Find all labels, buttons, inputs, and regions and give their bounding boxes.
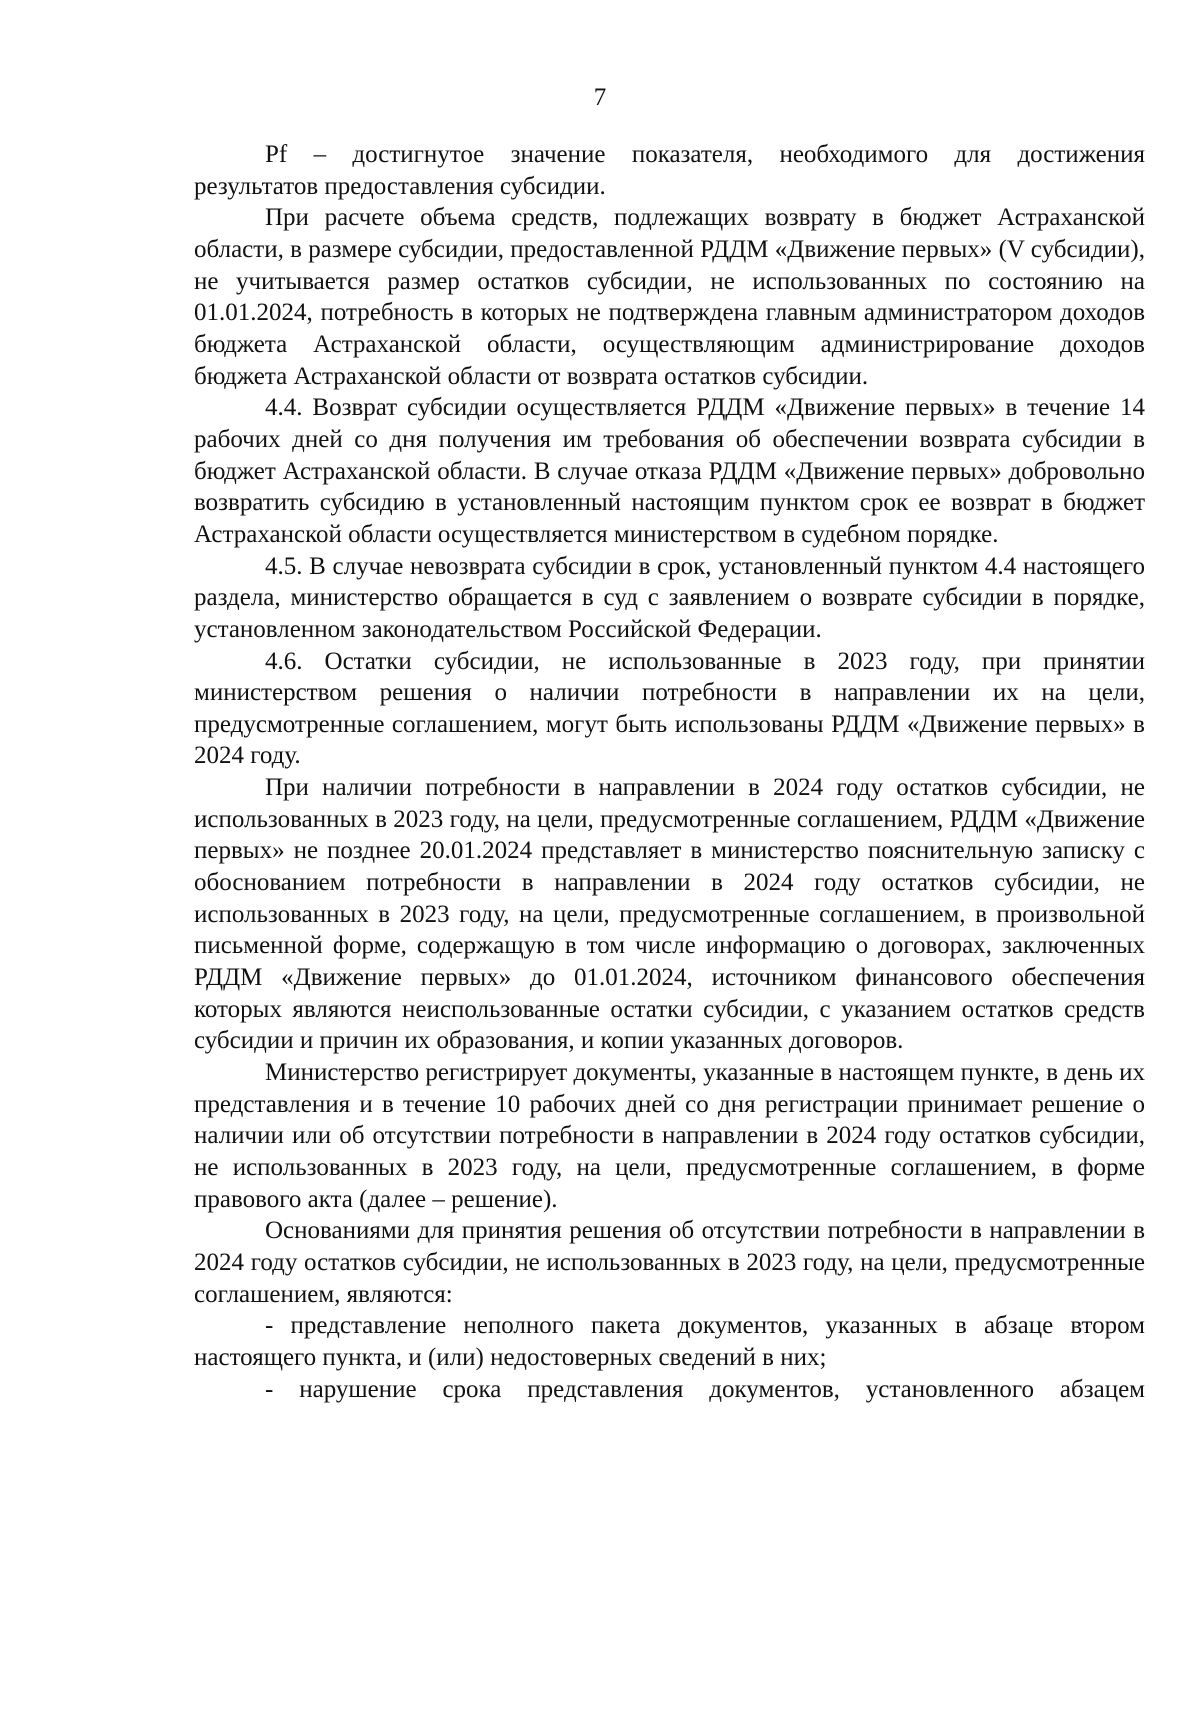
page-number: 7 [593, 84, 607, 111]
paragraph-4-5: 4.5. В случае невозврата субсидии в срок, установленный пунктом 4.4 настоящего раздела, министерство обращается в суд с заявлением о возврате субсидии в порядке, установленном законодательством Российской Федерации. [194, 552, 1145, 643]
paragraph-ground-deadline: - нарушение срока представления документов, установленного абзацем [265, 1375, 1145, 1403]
paragraph-return-calculation: При расчете объема средств, подлежащих возврату в бюджет Астраханской области, в размере субсидии, предоставленной РДДМ «Движение первых» (V субсидии), не учитывается размер остатков субсидии, не использованных по состоянию на 01.01.2024, потребность в которых не подтверждена главным администратором доходов бюджета Астраханской области, осуществляющим администрирование доходов бюджета Астраханской области от возврата остатков субсидии. [194, 204, 1145, 390]
paragraph-pf-continuation: результатов предоставления субсидии. [194, 172, 606, 200]
paragraph-ministry-registration: Министерство регистрирует документы, указанные в настоящем пункте, в день их представления и в течение 10 рабочих дней со дня регистрации принимает решение о наличии или об отсутствии потребности в направлении в 2024 году остатков субсидии, не использованных в 2023 году, на цели, предусмотренные соглашением, в форме правового акта (далее – решение). [194, 1059, 1145, 1213]
document-body [194, 139, 1145, 1405]
paragraph-pf-line: Pf – достигнутое значение показателя, необходимого для достижения [265, 141, 1145, 168]
paragraph-4-6: 4.6. Остатки субсидии, не использованные в 2023 году, при принятии министерством решения о наличии потребности в направлении их на цели, предусмотренные соглашением, могут быть использованы РДДМ «Движение первых» в 2024 году. [194, 647, 1145, 770]
paragraph-grounds: Основаниями для принятия решения об отсутствии потребности в направлении в 2024 году остатков субсидии, не использованных в 2023 году, на цели, предусмотренные соглашением, являются: [194, 1217, 1145, 1308]
paragraph-4-4: 4.4. Возврат субсидии осуществляется РДДМ «Движение первых» в течение 14 рабочих дней со дня получения им требования об обеспечении возврата субсидии в бюджет Астраханской области. В случае отказа РДДМ «Движение первых» добровольно возвратить субсидию в установленный настоящим пунктом срок ее возврат в бюджет Астраханской области осуществляется министерством в судебном порядке. [194, 394, 1145, 548]
paragraph-ground-incomplete: - представление неполного пакета документов, указанных в абзаце втором настоящего пункта, и (или) недостоверных сведений в них; [194, 1312, 1145, 1371]
paragraph-need-2024: При наличии потребности в направлении в 2024 году остатков субсидии, не использованных в 2023 году, на цели, предусмотренные соглашением, РДДМ «Движение первых» не позднее 20.01.2024 представляет в министерство пояснительную записку с обоснованием потребности в направлении в 2024 году остатков субсидии, не использованных в 2023 году, на цели, предусмотренные соглашением, в произвольной письменной форме, содержащую в том числе информацию о договорах, заключенных РДДМ «Движение первых» до 01.01.2024, источником финансового обеспечения которых являются неиспользованные остатки субсидии, с указанием остатков средств субсидии и причин их образования, и копии указанных договоров. [194, 774, 1145, 1055]
